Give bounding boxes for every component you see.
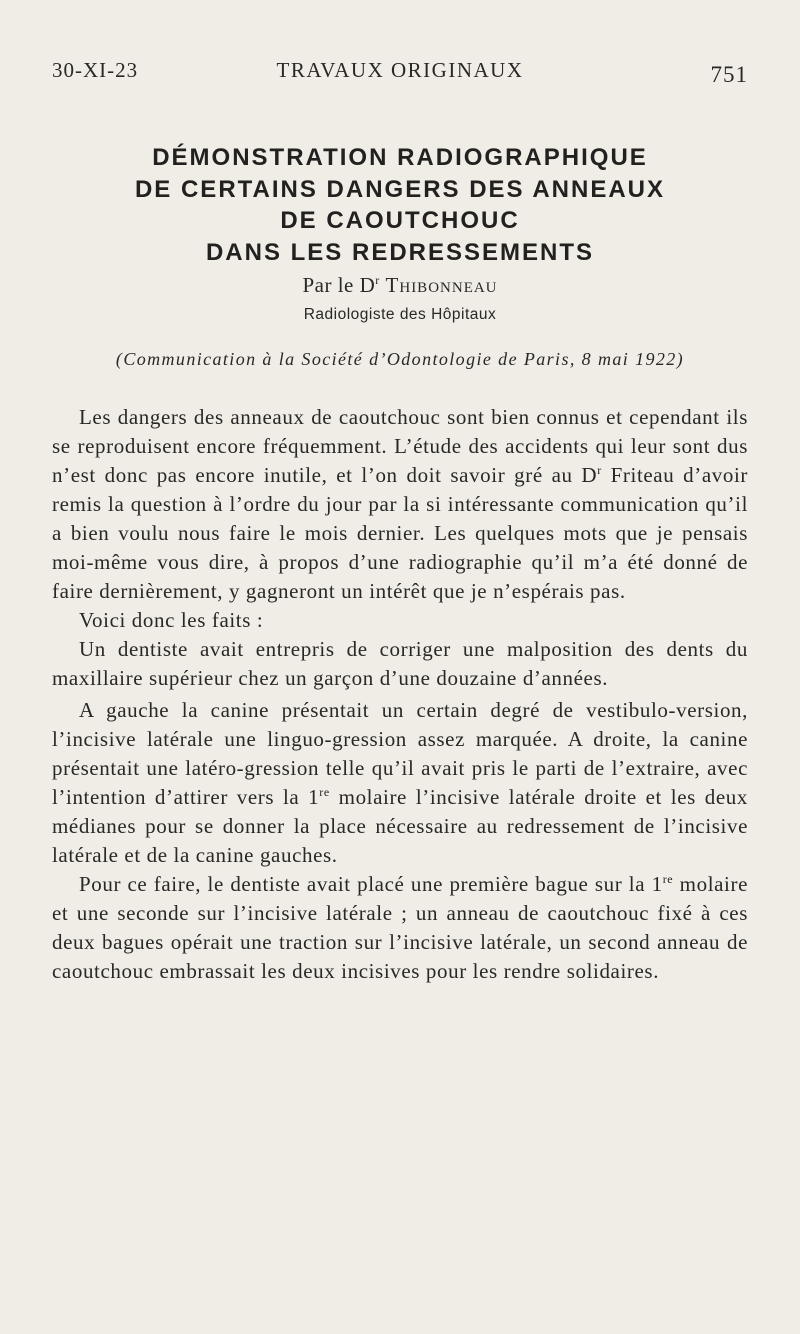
paragraph-2: Voici donc les faits : (79, 608, 264, 632)
paragraph-1-sup: r (597, 463, 602, 477)
article-body (52, 403, 748, 986)
paragraph-4-text-b: molaire l’incisive latérale droite et les deux médianes pour se donner la place nécessaire au redressement de l’incisive latérale et de la canine gauches. (52, 785, 748, 867)
title-line-4: DANS LES REDRESSEMENTS (205, 238, 595, 266)
communication-note: (Communication à la Société d’Odontologie de Paris, 8 mai 1922) (115, 349, 685, 369)
title-line-3: DE CAOUTCHOUC (280, 207, 520, 234)
paragraph-5-sup: re (662, 872, 674, 886)
title-line-2: DE CERTAINS DANGERS DES ANNEAUX (134, 175, 666, 203)
paragraph-1-text-b: Friteau d’avoir remis la question à l’ordre du jour par la si intéressante communication qu’il a bien voulu nous faire le mois dernier. Les quelques mots que je pensais moi-même vous dire, à propos d’une radiographie qu’il m’a été donné de faire dernièrement, y gagneront un intérêt que je n’espérais pas. (52, 463, 748, 603)
paragraph-5 (52, 870, 748, 986)
byline-prefix: Par le D (302, 273, 376, 297)
paragraph-4 (52, 696, 748, 870)
paragraph-3: Un dentiste avait entrepris de corriger une malposition des dents du maxillaire supérieur chez un garçon d’une douzaine d’années. (52, 637, 748, 690)
paragraph-1 (52, 403, 748, 606)
page-number: 751 (710, 62, 748, 87)
author-affiliation: Radiologiste des Hôpitaux (303, 306, 497, 323)
paragraph-4-text-a: A gauche la canine présentait un certain degré de vestibulo-version, l’incisive latérale une linguo-gression assez marquée. A droite, la canine présentait une latéro-gression telle qu’il avait pris le parti de l’extraire, avec l’intention d’attirer vers la 1 (52, 698, 748, 809)
paragraph-1-text-a: Les dangers des anneaux de caoutchouc sont bien connus et cependant ils se reproduisent encore fréquemment. L’étude des accidents qui leur sont dus n’est donc pas encore inutile, et l’on doit savoir gré au D (52, 405, 748, 487)
title-line-1: DÉMONSTRATION RADIOGRAPHIQUE (152, 144, 648, 171)
issue-date: 30-XI-23 (52, 58, 139, 82)
author-name: Thibonneau (385, 273, 498, 297)
paragraph-5-text-a: Pour ce faire, le dentiste avait placé une première bague sur la 1 (79, 872, 663, 896)
running-head (52, 58, 748, 88)
paragraph-4-sup: re (319, 785, 330, 799)
section-title: TRAVAUX ORIGINAUX (276, 58, 524, 82)
paragraph-5-text-b: molaire et une seconde sur l’incisive latérale ; un anneau de caoutchouc fixé à ces deux bagues opérait une traction sur l’incisive latérale, un second anneau de caoutchouc embrassait les deux incisives pour les rendre solidaires. (52, 872, 748, 983)
byline-sup: r (375, 273, 380, 287)
author-byline (0, 273, 800, 298)
article-title (40, 142, 760, 268)
